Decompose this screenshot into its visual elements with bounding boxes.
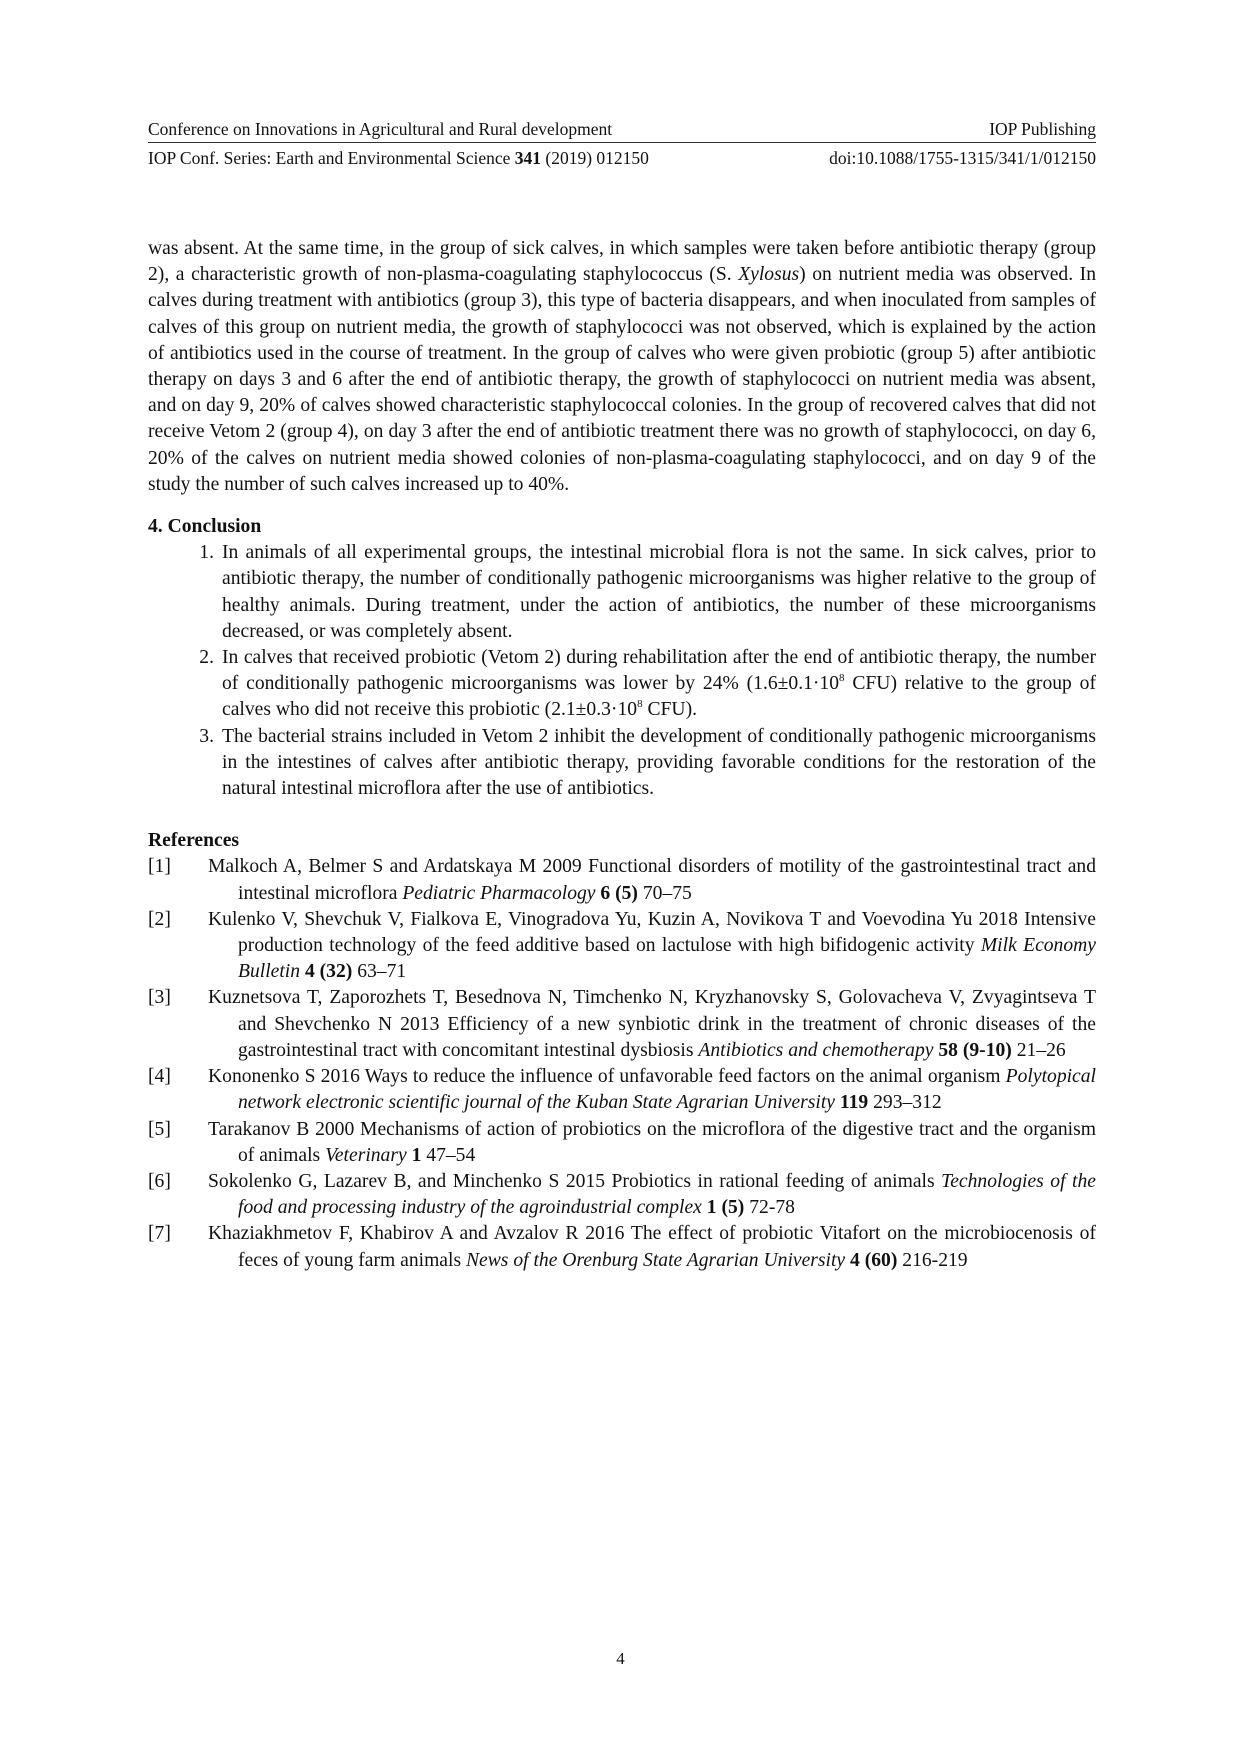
list-item: 3. The bacterial strains included in Vetom 2 inhibit the development of conditionally pathogenic microorganisms in the intestines of calves after antibiotic therapy, providing favorable conditions for the restoration of the natural intestinal microflora after the use of antibiotics. [199,725,1096,800]
results-paragraph: was absent. At the same time, in the group of sick calves, in which samples were taken before antibiotic therapy (group 2), a characteristic growth of non-plasma-coagulating staphylococcus (S. Xylosus) on nutrient media was observed. In calves during treatment with antibiotics (group 3), this type of bacteria disappears, and when inoculated from samples of calves of this group on nutrient media, the growth of staphylococci was not observed, which is explained by the action of antibiotics used in the course of treatment. In the group of calves who were given probiotic (group 5) after antibiotic therapy on days 3 and 6 after the end of antibiotic therapy, the growth of staphylococci on nutrient media was absent, and on day 9, 20% of calves showed characteristic staphylococcal colonies. In the group of recovered calves that did not receive Vetom 2 (group 4), on day 3 after the end of antibiotic treatment there was no growth of staphylococci, on day 6, 20% of the calves on nutrient media showed colonies of non-plasma-coagulating staphylococci, and on day 9 of the study the number of such calves increased up to 40%. [148,238,1097,495]
page-number: 4 [616,1649,625,1668]
reference-item: [2] Kulenko V, Shevchuk V, Fialkova E, Vinogradova Yu, Kuzin A, Novikova T and Voevodina Yu 2018 Intensive production technology of the feed additive based on lactulose with high bifidogenic activity Milk Economy Bulletin 4 (32) 63–71 [148,908,1096,983]
list-item: 1. In animals of all experimental groups, the intestinal microbial flora is not the same. In sick calves, prior to antibiotic therapy, the number of conditionally pathogenic microorganisms was higher relative to the group of healthy animals. During treatment, under the action of antibiotics, the number of these microorganisms decreased, or was completely absent. [199,542,1096,642]
doi-link[interactable]: doi:10.1088/1755-1315/341/1/012150 [829,148,1096,168]
conference-title: Conference on Innovations in Agricultural and Rural development [148,119,613,139]
conclusion-list [148,540,1096,802]
reference-item: [7] Khaziakhmetov F, Khabirov A and Avzalov R 2016 The effect of probiotic Vitafort on the microbiocenosis of feces of young farm animals News of the Orenburg State Agrarian University 4 (60) 216-219 [148,1223,1096,1271]
reference-item: [4] Kononenko S 2016 Ways to reduce the influence of unfavorable feed factors on the animal organism Polytopical network electronic scientific journal of the Kuban State Agrarian University 119 293–312 [148,1066,1096,1114]
reference-item: [5] Tarakanov B 2000 Mechanisms of action of probiotics on the microflora of the digestive tract and the organism of animals Veterinary 1 47–54 [148,1118,1096,1166]
header-rule [148,142,1096,143]
reference-item: [6] Sokolenko G, Lazarev B, and Minchenko S 2015 Probiotics in rational feeding of animals Technologies of the food and processing industry of the agroindustrial complex 1 (5) 72-78 [148,1170,1096,1219]
list-item: 2. In calves that received probiotic (Vetom 2) during rehabilitation after the end of antibiotic therapy, the number of conditionally pathogenic microorganisms was lower by 24% ($1.6\pm 0.1\cdot 10^8$ CFU) relative to the group of calves who did not receive this probiotic ($2.1\pm 0.3\cdot 10^8$ CFU). [199,647,1096,721]
running-header [148,118,1096,140]
series-info: IOP Conf. Series: Earth and Environmental Science 341 (2019) 012150 [148,148,649,168]
series-header [148,147,1096,169]
references-heading: References [148,830,240,852]
conclusion-heading: 4. Conclusion [148,516,262,538]
publisher-name: IOP Publishing [989,119,1096,139]
reference-item: [3] Kuznetsova T, Zaporozhets T, Besednova N, Timchenko N, Kryzhanovsky S, Golovacheva V, Zvyagintseva T and Shevchenko N 2013 Efficiency of a new synbiotic drink in the treatment of chronic diseases of the gastrointestinal tract with concomitant intestinal dysbiosis Antibiotics and chemotherapy 58 (9-10) 21–26 [148,987,1096,1061]
page-body [148,236,1096,1274]
reference-list [148,854,1096,1273]
reference-item: [1] Malkoch A, Belmer S and Ardatskaya M 2009 Functional disorders of motility of the gastrointestinal tract and intestinal microflora Pediatric Pharmacology 6 (5) 70–75 [148,856,1096,904]
